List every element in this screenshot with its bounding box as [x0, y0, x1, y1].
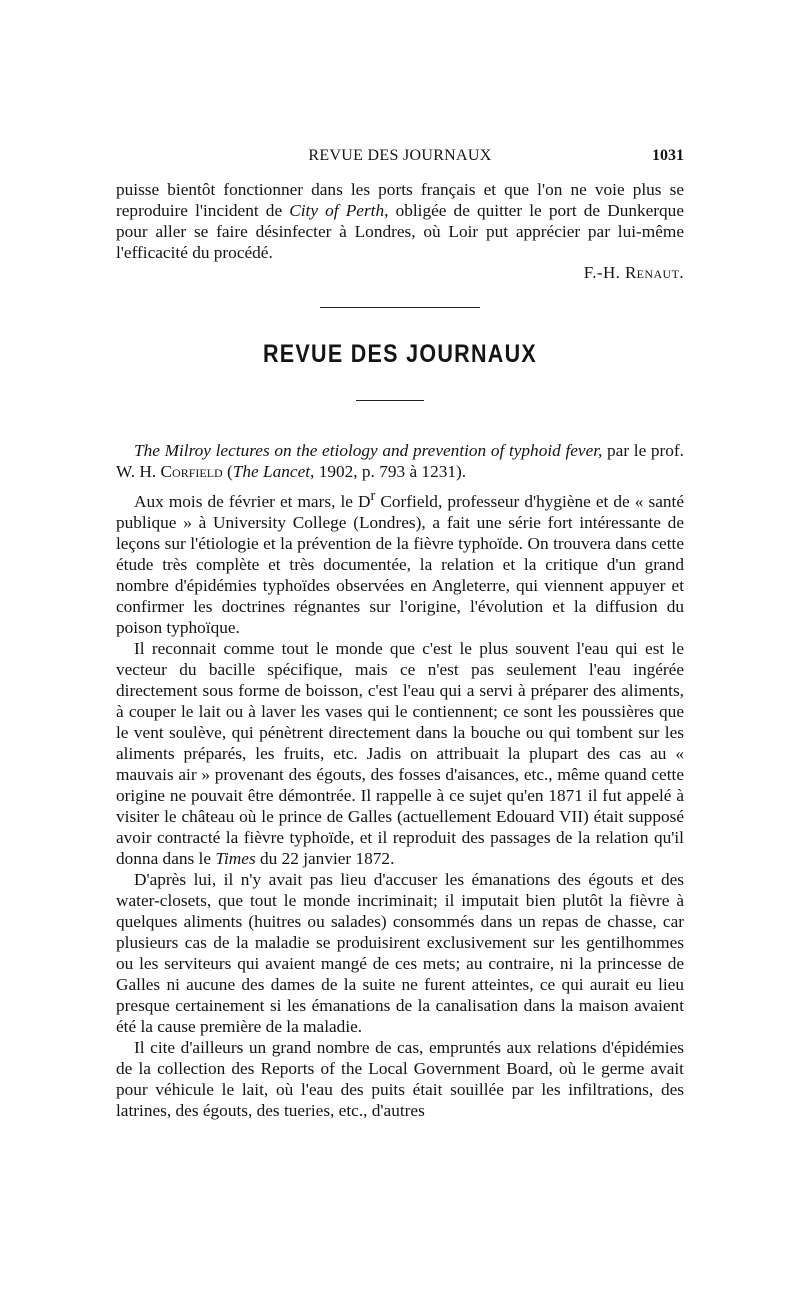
- article-source: The Lancet,: [232, 462, 315, 481]
- ship-name: City of Perth: [289, 201, 385, 220]
- page-number: 1031: [652, 147, 684, 164]
- continuation-paragraph: puisse bientôt fonctionner dans les ports français et que l'on ne voie plus se reproduire l'incident de City of Perth, obligée de quitter le port de Dunkerque pour aller se faire désinfecter à Londres, où Loir put apprécier par lui-même l'efficacité du procédé.: [116, 180, 684, 262]
- newspaper-name: Times: [215, 848, 256, 868]
- article: [116, 440, 684, 1121]
- article-paragraph-2: Il reconnait comme tout le monde que c'est le plus souvent l'eau qui est le vecteur du bacille spécifique, mais ce n'est pas seulement l'eau ingérée directement sous forme de boisson, c'est l'eau qui a servi à préparer des aliments, à couper le lait ou à laver les vases qui le contiennent; ce sont les poussières que le vent soulève, qui pénètrent directement dans la bouche ou qui tombent sur les aliments préparés, les fruits, etc. Jadis on attribuait la plupart des cas au « mauvais air » provenant des égouts, des fosses d'aisances, etc., même quand cette origine ne pouvait être démontrée. Il rappelle à ce sujet qu'en 1871 il fut appelé à visiter le château où le prince de Galles (actuellement Edouard VII) était supposé avoir contracté la fièvre typhoïde, et il reproduit des passages de la relation qu'il donna dans le Times du 22 janvier 1872.: [116, 638, 684, 868]
- continuation-text: [116, 179, 684, 263]
- article-reference: The Milroy lectures on the etiology and prevention of typhoid fever, par le prof. W. H. Corfield (The Lancet, 1902, p. 793 à 1231).: [116, 441, 685, 481]
- section-title: REVUE DES JOURNAUX: [262, 340, 538, 368]
- article-paragraph-3: D'après lui, il n'y avait pas lieu d'accuser les émanations des égouts et des water-closets, que tout le monde incriminait; il imputait bien plutôt la fièvre à quelques aliments (huitres ou salades) consommés dans un repas de chasse, car plusieurs cas de la maladie se produisirent exclusivement sur les gentilhommes ou les serviteurs qui avaient mangé de ces mets; au contraire, ni la princesse de Galles ni aucune des dames de la suite ne furent atteintes, ce qui aurait eu lieu presque certainement si les émanations de la canalisation dans la maison avaient été la cause première de la maladie.: [116, 869, 684, 1036]
- section-divider-short: [356, 400, 424, 401]
- running-title: REVUE DES JOURNAUX: [308, 147, 492, 164]
- article-paragraph-1: Aux mois de février et mars, le $D^r$ Corfield, professeur d'hygiène et de « santé publique » à University College (Londres), a fait une série fort intéressante de leçons sur l'étiologie et la prévention de la fièvre typhoïde. On trouvera dans cette étude très complète et très documentée, la relation et la critique d'un grand nombre d'épidémies typhoïdes observées en Angleterre, qui viennent appuyer et confirmer les doctrines régnantes sur l'origine, l'évolution et la diffusion du poison typhoïque.: [116, 488, 684, 637]
- article-author: Corfield: [160, 462, 223, 481]
- running-head: [116, 147, 684, 169]
- article-title: The Milroy lectures on the etiology and prevention of typhoid fever,: [134, 441, 603, 460]
- author-signature: F.-H. Renaut.: [583, 263, 684, 282]
- article-paragraph-4: Il cite d'ailleurs un grand nombre de cas, empruntés aux relations d'épidémies de la collection des Reports of the Local Government Board, où le germe avait pour véhicule le lait, où l'eau des puits était souillée par les infiltrations, des latrines, des égouts, des tueries, etc., d'autres: [116, 1037, 684, 1120]
- section-divider-long: [320, 307, 480, 308]
